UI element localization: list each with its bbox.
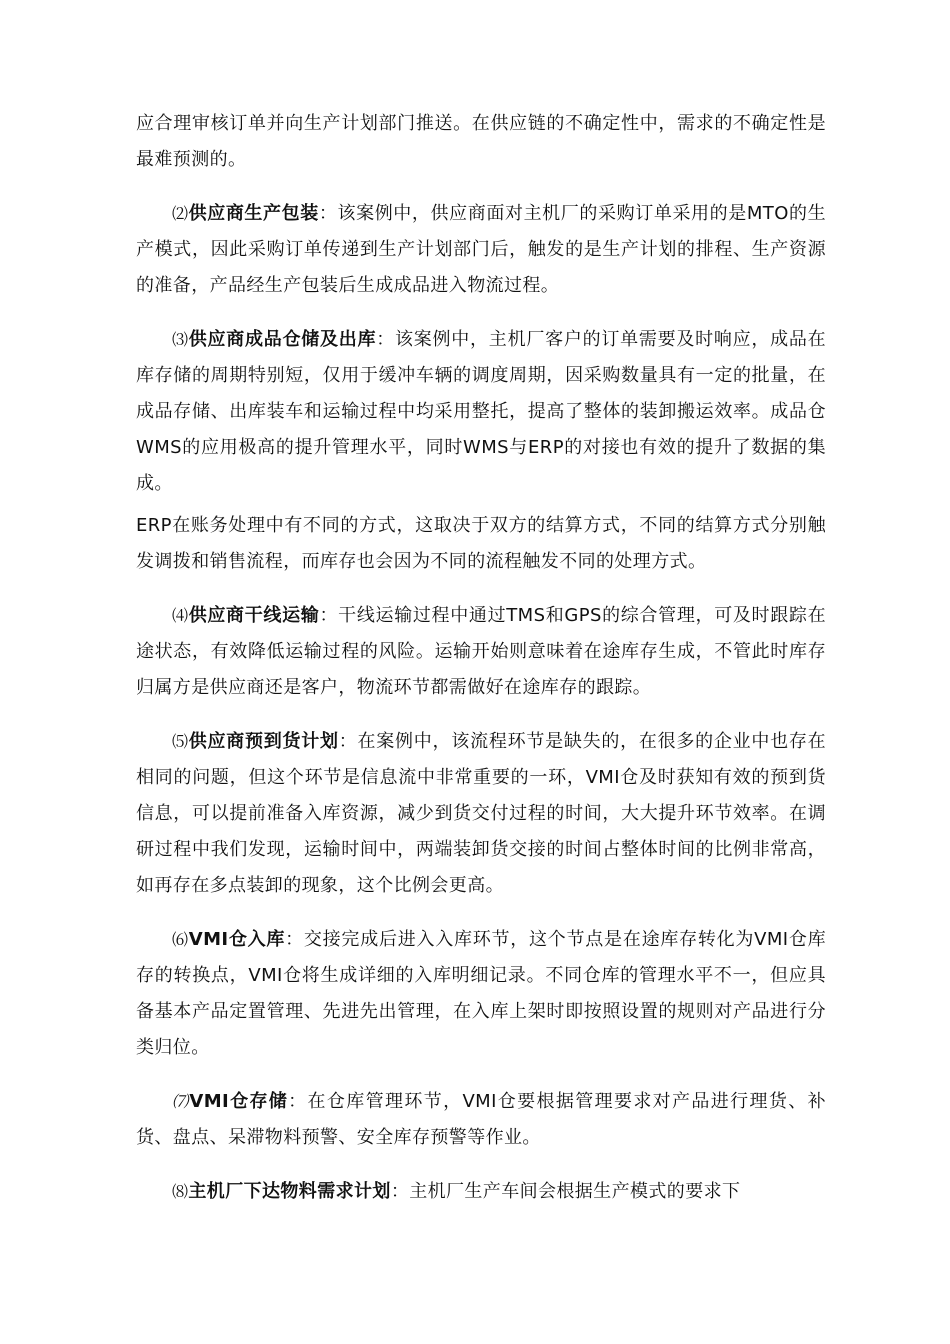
item-number: ⑷ bbox=[172, 606, 189, 625]
item-heading: VMI仓存储 bbox=[189, 1091, 289, 1112]
item-number: ⑶ bbox=[172, 330, 189, 349]
paragraph-oem-material-demand-plan bbox=[136, 1174, 826, 1210]
paragraph-text: ：在案例中，该流程环节是缺失的，在很多的企业中也存在相同的问题，但这个环节是信息流中非常重要的一环，VMI仓及时获知有效的预到货信息，可以提前准备入库资源，减少到货交付过程的时间，大大提升环节效率。在调研过程中我们发现，运输时间中，两端装卸货交接的时间占整体时间的比例非常高，如再存在多点装卸的现象，这个比例会更高。 bbox=[136, 731, 827, 896]
paragraph-order-review-continued bbox=[136, 106, 826, 178]
paragraph-text: ：该案例中，供应商面对主机厂的采购订单采用的是MTO的生产模式，因此采购订单传递到生产计划部门后，触发的是生产计划的排程、生产资源的准备，产品经生产包装后生成成品进入物流过程。 bbox=[136, 203, 826, 296]
item-heading: 供应商成品仓储及出库 bbox=[188, 329, 377, 350]
paragraph-vmi-inbound bbox=[136, 922, 826, 1066]
paragraph-text: ：在仓库管理环节，VMI仓要根据管理要求对产品进行理货、补货、盘点、呆滞物料预警、安全库存预警等作业。 bbox=[136, 1091, 826, 1148]
item-number: ⑺ bbox=[172, 1092, 190, 1111]
paragraph-supplier-production-packaging bbox=[136, 196, 826, 304]
item-number: ⑻ bbox=[172, 1182, 189, 1201]
paragraph-supplier-trunk-transport bbox=[136, 598, 826, 706]
paragraph-vmi-storage bbox=[136, 1084, 826, 1156]
document-body bbox=[136, 106, 826, 1210]
paragraph-text: ：交接完成后进入入库环节，这个节点是在途库存转化为VMI仓库存的转换点，VMI仓将生成详细的入库明细记录。不同仓库的管理水平不一，但应具备基本产品定置管理、先进先出管理，在入库上架时即按照设置的规则对产品进行分类归位。 bbox=[136, 929, 826, 1058]
paragraph-supplier-pre-arrival-plan bbox=[136, 724, 826, 904]
item-number: ⑸ bbox=[172, 732, 189, 751]
item-number: ⑹ bbox=[172, 930, 189, 949]
item-heading: 供应商干线运输 bbox=[188, 605, 320, 626]
paragraph-text: ：主机厂生产车间会根据生产模式的要求下 bbox=[390, 1181, 741, 1202]
item-heading: 供应商生产包装 bbox=[188, 203, 319, 224]
paragraph-erp-accounting bbox=[136, 508, 826, 580]
item-heading: VMI仓入库 bbox=[188, 929, 286, 950]
item-number: ⑵ bbox=[172, 204, 189, 223]
paragraph-supplier-warehousing-outbound bbox=[136, 322, 826, 502]
paragraph-text: ：干线运输过程中通过TMS和GPS的综合管理，可及时跟踪在途状态，有效降低运输过程的风险。运输开始则意味着在途库存生成，不管此时库存归属方是供应商还是客户，物流环节都需做好在途库存的跟踪。 bbox=[136, 605, 826, 698]
item-heading: 主机厂下达物料需求计划 bbox=[188, 1181, 391, 1202]
item-heading: 供应商预到货计划 bbox=[188, 731, 339, 752]
paragraph-text: 应合理审核订单并向生产计划部门推送。在供应链的不确定性中，需求的不确定性是最难预测的。 bbox=[136, 113, 826, 170]
paragraph-text: ERP在账务处理中有不同的方式，这取决于双方的结算方式，不同的结算方式分别触发调拨和销售流程，而库存也会因为不同的流程触发不同的处理方式。 bbox=[136, 515, 826, 572]
paragraph-text: ：该案例中，主机厂客户的订单需要及时响应，成品在库存储的周期特别短，仅用于缓冲车辆的调度周期，因采购数量具有一定的批量，在成品存储、出库装车和运输过程中均采用整托，提高了整体的装卸搬运效率。成品仓WMS的应用极高的提升管理水平，同时WMS与ERP的对接也有效的提升了数据的集成。 bbox=[136, 329, 827, 494]
